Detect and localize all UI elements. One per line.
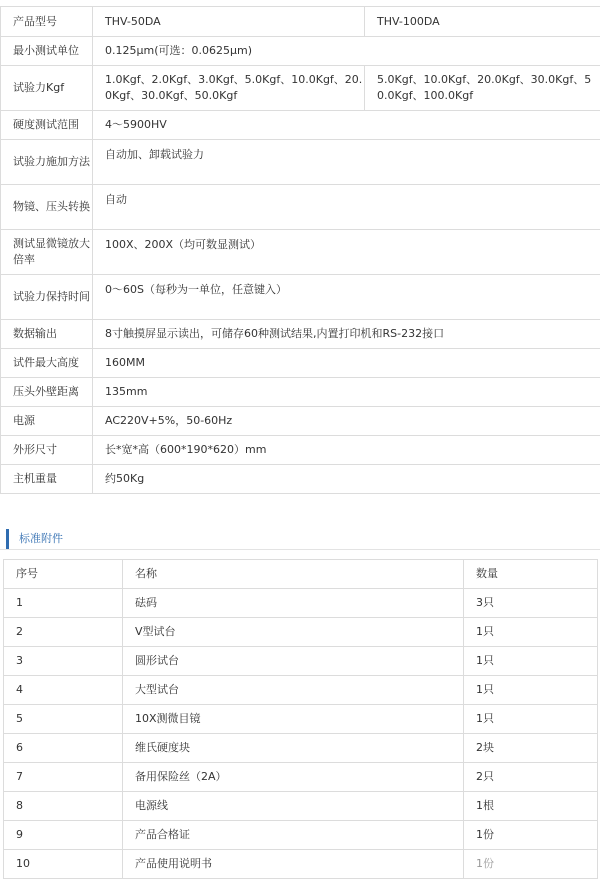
row-qty: 2块 (464, 734, 598, 763)
row-qty: 3只 (464, 589, 598, 618)
table-row (4, 589, 598, 618)
spec-label: 数据输出 (1, 320, 93, 349)
spec-row (1, 185, 600, 230)
spec-row (1, 275, 600, 320)
row-no: 3 (4, 647, 123, 676)
row-qty: 1份 (464, 821, 598, 850)
row-name: 备用保险丝（2A） (123, 763, 464, 792)
row-name: V型试台 (123, 618, 464, 647)
spec-label: 试验力施加方法 (1, 140, 93, 185)
spec-row (1, 349, 600, 378)
table-row (4, 792, 598, 821)
row-no: 7 (4, 763, 123, 792)
spec-row (1, 465, 600, 494)
spec-label: 最小测试单位 (1, 37, 93, 66)
spec-row (1, 37, 600, 66)
row-no: 10 (4, 850, 123, 879)
spec-row (1, 230, 600, 275)
spec-value: AC220V+5%，50-60Hz (93, 407, 600, 436)
spec-value: 4～5900HV (93, 111, 600, 140)
spec-table (0, 6, 600, 494)
spec-header-model-2: THV-100DA (365, 7, 600, 37)
accessories-table (3, 559, 598, 879)
row-name: 10X测微目镜 (123, 705, 464, 734)
spec-value: 160MM (93, 349, 600, 378)
spec-header-label: 产品型号 (1, 7, 93, 37)
row-qty: 2只 (464, 763, 598, 792)
spec-value: 自动 (93, 185, 600, 230)
row-no: 6 (4, 734, 123, 763)
row-qty: 1份 (464, 850, 598, 879)
spec-row (1, 320, 600, 349)
row-no: 5 (4, 705, 123, 734)
spec-value: 100X、200X（均可数显测试） (93, 230, 600, 275)
spec-header-model-1: THV-50DA (93, 7, 365, 37)
section-divider (0, 549, 600, 550)
spec-label: 硬度测试范围 (1, 111, 93, 140)
table-row (4, 676, 598, 705)
accessories-header-row (4, 560, 598, 589)
spec-value-model-2: 5.0Kgf、10.0Kgf、20.0Kgf、30.0Kgf、50.0Kgf、100.0Kgf (365, 66, 600, 111)
spec-value-model-1: 1.0Kgf、2.0Kgf、3.0Kgf、5.0Kgf、10.0Kgf、20.0Kgf、30.0Kgf、50.0Kgf (93, 66, 365, 111)
row-name: 大型试台 (123, 676, 464, 705)
column-header-no: 序号 (4, 560, 123, 589)
section-title: 标准附件 (6, 529, 600, 549)
row-name: 产品合格证 (123, 821, 464, 850)
spec-value: 自动加、卸载试验力 (93, 140, 600, 185)
spec-row (1, 140, 600, 185)
spec-header-row (1, 7, 600, 37)
spec-row (1, 436, 600, 465)
column-header-name: 名称 (123, 560, 464, 589)
table-row (4, 821, 598, 850)
row-qty: 1只 (464, 618, 598, 647)
table-row (4, 763, 598, 792)
spec-label: 试件最大高度 (1, 349, 93, 378)
spec-label: 主机重量 (1, 465, 93, 494)
table-row (4, 618, 598, 647)
row-no: 4 (4, 676, 123, 705)
spec-label: 物镜、压头转换 (1, 185, 93, 230)
spec-row (1, 66, 600, 111)
row-no: 2 (4, 618, 123, 647)
row-name: 圆形试台 (123, 647, 464, 676)
table-row (4, 647, 598, 676)
table-row (4, 734, 598, 763)
spec-label: 电源 (1, 407, 93, 436)
spec-value: 0.125μm(可选：0.0625μm) (93, 37, 600, 66)
spec-value: 长*宽*高（600*190*620）mm (93, 436, 600, 465)
row-qty: 1只 (464, 705, 598, 734)
column-header-qty: 数量 (464, 560, 598, 589)
spec-value: 135mm (93, 378, 600, 407)
row-qty: 1只 (464, 647, 598, 676)
row-no: 8 (4, 792, 123, 821)
spec-value: 8寸触摸屏显示读出，可储存60种测试结果,内置打印机和RS-232接口 (93, 320, 600, 349)
row-name: 砝码 (123, 589, 464, 618)
spec-row (1, 407, 600, 436)
spec-label: 测试显微镜放大倍率 (1, 230, 93, 275)
spec-label: 压头外壁距离 (1, 378, 93, 407)
spec-label: 外形尺寸 (1, 436, 93, 465)
row-no: 1 (4, 589, 123, 618)
spec-row (1, 378, 600, 407)
table-row (4, 850, 598, 879)
table-row (4, 705, 598, 734)
row-name: 维氏硬度块 (123, 734, 464, 763)
spec-row (1, 111, 600, 140)
row-no: 9 (4, 821, 123, 850)
spec-label: 试验力Kgf (1, 66, 93, 111)
row-name: 产品使用说明书 (123, 850, 464, 879)
row-qty: 1只 (464, 676, 598, 705)
spec-value: 0～60S（每秒为一单位，任意键入） (93, 275, 600, 320)
row-name: 电源线 (123, 792, 464, 821)
spec-value: 约50Kg (93, 465, 600, 494)
row-qty: 1根 (464, 792, 598, 821)
spec-label: 试验力保持时间 (1, 275, 93, 320)
